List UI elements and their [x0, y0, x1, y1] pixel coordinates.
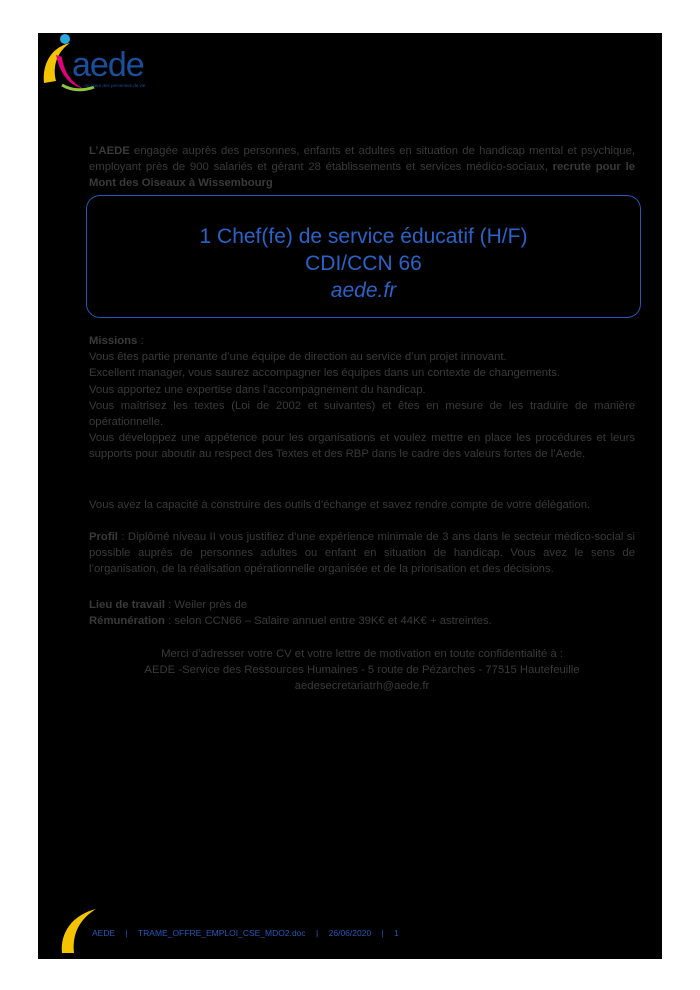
salary-value: : selon CCN66 – Salaire annuel entre 39K€ et 44K€ + astreintes. [164, 615, 492, 628]
footer-separator: | [381, 928, 384, 938]
intro-text: engagée auprès des personnes, enfants et adultes en situation de handicap mental et psychique, employant près de 900 salariés et gérant 28 établissements et services médico-sociaux, [89, 145, 635, 174]
contact-instruction: Merci d’adresser votre CV et votre lettre de motivation en toute confidentialité à : [161, 648, 563, 660]
org-name: L’AEDE [89, 145, 130, 157]
salary-line [89, 613, 635, 629]
page-footer [92, 928, 407, 938]
contact-email[interactable]: aedesecretariatrh@aede.fr [294, 680, 430, 693]
mission-line: Vous êtes partie prenante d’une équipe de direction au service d’un projet innovant. [89, 351, 507, 364]
capacity-paragraph: Vous avez la capacité à construire des outils d’échange et savez rendre compte de votre délégation. [89, 499, 591, 511]
mission-line: Vous apportez une expertise dans l’accompagnement du handicap. [89, 383, 426, 396]
mission-line: Vous maîtrisez les textes (Loi de 2002 et suivantes) et êtes en mesure de les traduire de manière opérationnelle. [89, 399, 635, 429]
workplace-value: : Weiler près de [164, 599, 248, 611]
footer-page-number: 1 [394, 928, 399, 938]
intro-paragraph [89, 143, 635, 192]
mission-line: Excellent manager, vous saurez accompagner les équipes dans un contexte de changements. [89, 367, 560, 380]
missions-heading: Missions [89, 335, 138, 347]
missions-heading-line [89, 333, 635, 349]
footer-date: 26/06/2020 [328, 928, 372, 938]
contact-address: AEDE -Service des Ressources Humaines - 5 route de Pézarches - 77515 Hautefeuille [144, 664, 580, 677]
website-link[interactable]: aede.fr [330, 279, 397, 302]
footer-separator: | [125, 928, 128, 938]
logo-tagline: Au cœur des personnes de vie [84, 83, 146, 88]
recruit-text: recrute pour le Mont des Oiseaux à Wissembourg [89, 161, 635, 190]
missions-section [89, 333, 635, 463]
document-page [38, 33, 662, 959]
missions-heading-suffix: : [137, 335, 144, 347]
contact-block [89, 646, 635, 695]
job-title-box [86, 195, 641, 318]
job-details [89, 597, 635, 629]
logo-wordmark: aede [72, 46, 144, 84]
profile-paragraph [89, 529, 635, 578]
workplace-line [89, 597, 635, 613]
workplace-label: Lieu de travail [89, 599, 165, 611]
footer-org: AEDE [92, 928, 116, 938]
aede-logo [38, 33, 178, 97]
profile-text: : Diplômé niveau II vous justifiez d’une expérience minimale de 3 ans dans le secteur médico-social si possible auprès de personnes adultes ou enfant en situation de handicap. Vous avez le sens de l’organisation, de la réalisation opérationnelle organisée et de la priorisation et des décisions. [89, 531, 635, 576]
mission-line: Vous développez une appétence pour les organisations et voulez mettre en place les procédures et leurs supports pour aboutir au respect des Textes et des RBP dans le cadre des valeurs fortes de l’Aede. [89, 432, 635, 461]
footer-separator: | [316, 928, 319, 938]
salary-label: Rémunération [89, 615, 165, 628]
profile-heading: Profil [89, 531, 118, 543]
job-title: 1 Chef(fe) de service éducatif (H/F) [199, 225, 528, 248]
contract-type: CDI/CCN 66 [305, 252, 422, 275]
footer-filename: TRAME_OFFRE_EMPLOI_CSE_MDO2.doc [137, 928, 306, 938]
